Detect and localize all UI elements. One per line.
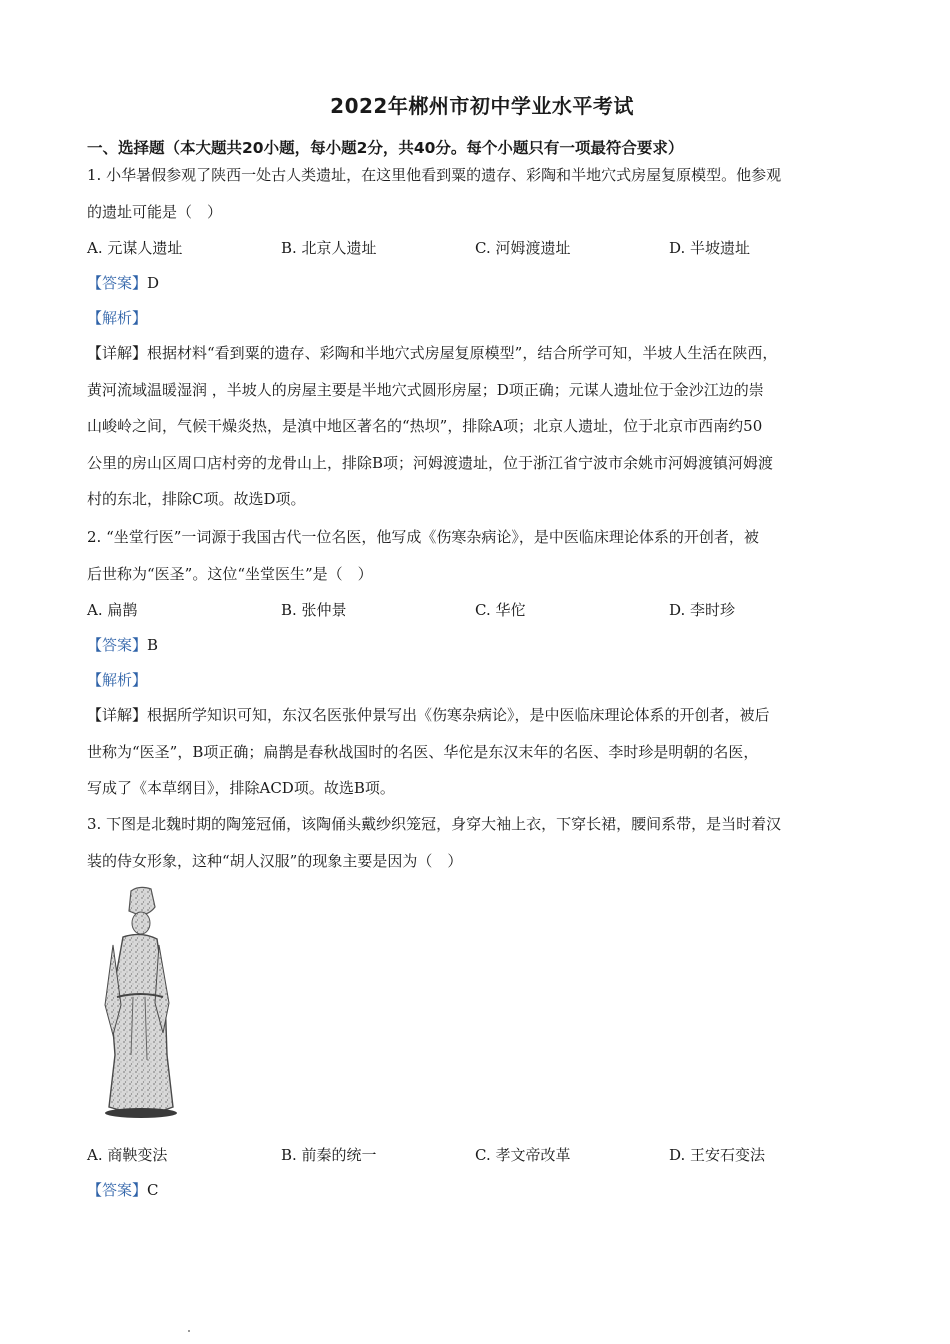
question-1-options (87, 230, 877, 266)
q1-stem-line: 的遗址可能是（ ） (87, 202, 223, 221)
answer-label: 【答案】 (87, 636, 148, 654)
q1-detail (87, 335, 877, 518)
q2-detail (87, 697, 877, 807)
q2-detail-line: 世称为“医圣”，B项正确；扁鹊是春秋战国时的名医、华佗是东汉末年的名医、李时珍是明朝的名医， (87, 742, 759, 761)
q1-stem-line: 1. 小华暑假参观了陕西一处古人类遗址，在这里他看到粟的遗存、彩陶和半地穴式房屋复原模型。他参观 (87, 166, 782, 184)
q2-option-b: B. 张仲景 (281, 601, 347, 619)
q2-detail-line: 写成了《本草纲目》，排除ACD项。故选B项。 (87, 779, 395, 797)
analysis-label: 【解析】 (87, 309, 148, 327)
q1-option-a: A. 元谋人遗址 (87, 239, 183, 257)
q1-option-c: C. 河姆渡遗址 (475, 239, 571, 257)
question-2-stem (87, 519, 877, 592)
question-2-options (87, 592, 877, 628)
q3-answer (87, 1172, 159, 1208)
section-heading: 一、选择题（本大题共20小题，每小题2分，共40分。每个小题只有一项最符合要求） (87, 139, 684, 157)
answer-label: 【答案】 (87, 274, 148, 292)
question-1-stem (87, 157, 877, 230)
q3-stem-line: 3. 下图是北魏时期的陶笼冠俑，该陶俑头戴纱织笼冠，身穿大袖上衣，下穿长裙，腰间系带，是当时着汉 (87, 815, 782, 833)
q3-option-a: A. 商鞅变法 (87, 1146, 168, 1164)
q1-option-b: B. 北京人遗址 (281, 239, 377, 257)
question-3-stem (87, 806, 877, 879)
q1-detail-line: 山峻岭之间，气候干燥炎热，是滇中地区著名的“热坝”，排除A项；北京人遗址，位于北京市西南约50 (87, 417, 763, 435)
q2-stem-line: 后世称为“医圣”。这位“坐堂医生”是（ ） (87, 564, 373, 583)
page-mark (188, 1330, 190, 1332)
question-3-options (87, 1137, 877, 1173)
answer-label: 【答案】 (87, 1181, 148, 1199)
q1-detail-line: 公里的房山区周口店村旁的龙骨山上，排除B项；河姆渡遗址，位于浙江省宁波市余姚市河姆渡镇河姆渡 (87, 453, 774, 472)
q2-detail-line: 根据所学知识可知，东汉名医张仲景写出《伤寒杂病论》，是中医临床理论体系的开创者，被后 (147, 706, 770, 724)
q1-detail-line: 黄河流域温暖湿润 ，半坡人的房屋主要是半地穴式圆形房屋；D项正确；元谋人遗址位于金沙江边的崇 (87, 380, 764, 399)
q1-detail-line: 村的东北，排除C项。故选D项。 (87, 490, 306, 508)
detail-label: 【详解】 (87, 344, 148, 362)
q3-answer-value: C (147, 1181, 159, 1199)
q2-stem-line: 2. “坐堂行医”一词源于我国古代一位名医，他写成《伤寒杂病论》，是中医临床理论体系的开创者，被 (87, 528, 759, 546)
q1-answer (87, 265, 159, 301)
q1-option-d: D. 半坡遗址 (669, 239, 751, 257)
q3-option-c: C. 孝文帝改革 (475, 1146, 571, 1164)
q1-analysis (87, 300, 147, 336)
q2-answer (87, 627, 158, 663)
q3-stem-line: 装的侍女形象，这种“胡人汉服”的现象主要是因为（ ） (87, 851, 463, 870)
detail-label: 【详解】 (87, 706, 148, 724)
q2-answer-value: B (147, 636, 159, 654)
q2-option-d: D. 李时珍 (669, 601, 736, 619)
analysis-label: 【解析】 (87, 671, 148, 689)
q2-analysis (87, 662, 147, 698)
q3-option-b: B. 前秦的统一 (281, 1146, 377, 1164)
q1-detail-line: 根据材料“看到粟的遗存、彩陶和半地穴式房屋复原模型”，结合所学可知，半坡人生活在陕西， (147, 344, 778, 362)
page-title: 2022年郴州市初中学业水平考试 (330, 94, 634, 118)
pottery-figurine-image (93, 885, 193, 1125)
q3-option-d: D. 王安石变法 (669, 1146, 766, 1164)
q2-option-c: C. 华佗 (475, 601, 526, 619)
q2-option-a: A. 扁鹊 (87, 601, 138, 619)
q1-answer-value: D (147, 274, 160, 292)
